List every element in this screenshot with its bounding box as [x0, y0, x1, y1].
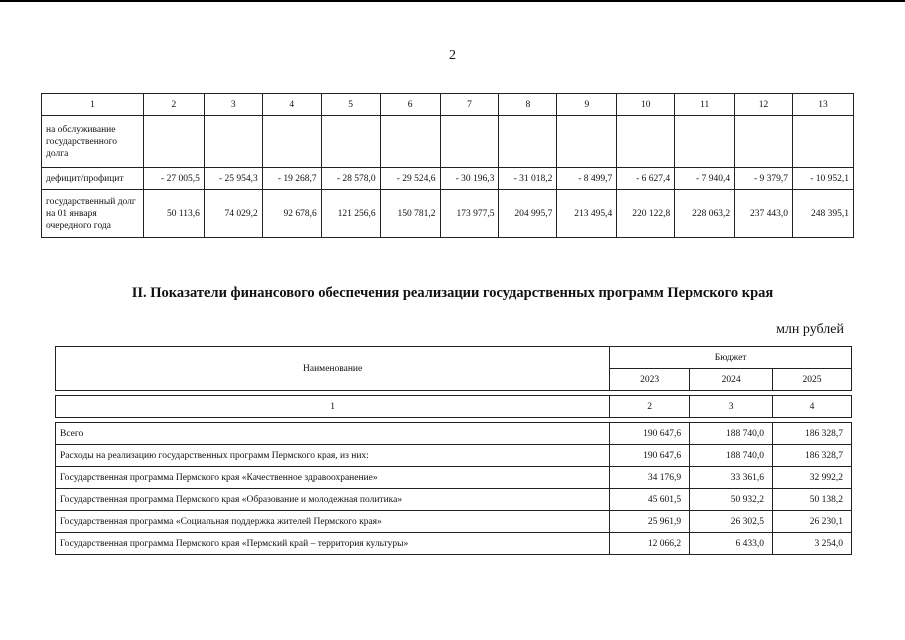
- cell: - 25 954,3: [204, 168, 262, 190]
- col-number: 1: [42, 94, 144, 116]
- value-2025: 186 328,7: [773, 445, 852, 467]
- section-title: II. Показатели финансового обеспечения реализации государственных программ Пермского края: [131, 285, 774, 301]
- cell: - 31 018,2: [499, 168, 557, 190]
- value-2023: 34 176,9: [610, 467, 690, 489]
- page-number: 2: [449, 48, 456, 63]
- col-number: 3: [690, 396, 773, 418]
- col-number: 7: [440, 94, 499, 116]
- cell: [204, 116, 262, 168]
- program-name: Государственная программа Пермского края «Качественное здравоохранение»: [56, 467, 610, 489]
- col-number: 10: [617, 94, 675, 116]
- cell: [557, 116, 617, 168]
- table-row: [56, 423, 852, 445]
- col-number: 2: [610, 396, 690, 418]
- value-2023: 25 961,9: [610, 511, 690, 533]
- program-name: Государственная программа Пермского края «Пермский край – территория культуры»: [56, 533, 610, 555]
- col-number: 4: [773, 396, 852, 418]
- program-name: Государственная программа «Социальная поддержка жителей Пермского края»: [56, 511, 610, 533]
- cell: [499, 116, 557, 168]
- cell: 220 122,8: [617, 190, 675, 238]
- cell: - 19 268,7: [262, 168, 321, 190]
- col-numbers-row: [56, 396, 852, 418]
- value-2024: 33 361,6: [690, 467, 773, 489]
- cell: [143, 116, 204, 168]
- value-2025: 186 328,7: [773, 423, 852, 445]
- table-row: [42, 168, 854, 190]
- year-header: 2024: [690, 369, 773, 391]
- cell: - 6 627,4: [617, 168, 675, 190]
- value-2023: 190 647,6: [610, 445, 690, 467]
- cell: 204 995,7: [499, 190, 557, 238]
- cell: 237 443,0: [735, 190, 793, 238]
- value-2023: 190 647,6: [610, 423, 690, 445]
- value-2023: 12 066,2: [610, 533, 690, 555]
- program-name: Государственная программа Пермского края «Образование и молодежная политика»: [56, 489, 610, 511]
- cell: - 9 379,7: [735, 168, 793, 190]
- table-row: [56, 489, 852, 511]
- value-2025: 3 254,0: [773, 533, 852, 555]
- cell: [321, 116, 380, 168]
- cell: - 29 524,6: [380, 168, 440, 190]
- table-row: [56, 511, 852, 533]
- row-label: дефицит/профицит: [42, 168, 144, 190]
- col-number: 6: [380, 94, 440, 116]
- cell: - 28 578,0: [321, 168, 380, 190]
- value-2024: 6 433,0: [690, 533, 773, 555]
- cell: [735, 116, 793, 168]
- cell: 92 678,6: [262, 190, 321, 238]
- cell: [793, 116, 854, 168]
- value-2024: 188 740,0: [690, 445, 773, 467]
- row-label: на обслуживание государственного долга: [42, 116, 144, 168]
- col-number: 3: [204, 94, 262, 116]
- row-label: государственный долг на 01 января очередного года: [42, 190, 144, 238]
- name-header: Наименование: [56, 347, 610, 391]
- table-row: [42, 190, 854, 238]
- top-rule: [0, 0, 905, 2]
- budget-header: Бюджет: [610, 347, 852, 369]
- cell: - 7 940,4: [675, 168, 735, 190]
- cell: [380, 116, 440, 168]
- year-header: 2025: [773, 369, 852, 391]
- cell: [440, 116, 499, 168]
- table-row: [42, 116, 854, 168]
- value-2025: 50 138,2: [773, 489, 852, 511]
- unit-label: млн рублей: [776, 322, 844, 337]
- table-row: [56, 467, 852, 489]
- cell: [262, 116, 321, 168]
- value-2024: 188 740,0: [690, 423, 773, 445]
- value-2023: 45 601,5: [610, 489, 690, 511]
- col-number: 13: [793, 94, 854, 116]
- col-number: 4: [262, 94, 321, 116]
- year-header: 2023: [610, 369, 690, 391]
- value-2025: 26 230,1: [773, 511, 852, 533]
- col-number: 1: [56, 396, 610, 418]
- program-name: Расходы на реализацию государственных программ Пермского края, из них:: [56, 445, 610, 467]
- program-name: Всего: [56, 423, 610, 445]
- cell: 150 781,2: [380, 190, 440, 238]
- cell: 248 395,1: [793, 190, 854, 238]
- cell: - 8 499,7: [557, 168, 617, 190]
- debt-table-header-row: [42, 94, 854, 116]
- table-row: [56, 533, 852, 555]
- cell: 121 256,6: [321, 190, 380, 238]
- value-2024: 50 932,2: [690, 489, 773, 511]
- cell: [675, 116, 735, 168]
- programs-header-row: [56, 347, 852, 369]
- table-row: [56, 445, 852, 467]
- cell: [617, 116, 675, 168]
- col-number: 2: [143, 94, 204, 116]
- cell: - 27 005,5: [143, 168, 204, 190]
- cell: - 10 952,1: [793, 168, 854, 190]
- col-number: 11: [675, 94, 735, 116]
- cell: 228 063,2: [675, 190, 735, 238]
- programs-table: [55, 346, 852, 555]
- cell: 74 029,2: [204, 190, 262, 238]
- cell: 50 113,6: [143, 190, 204, 238]
- col-number: 9: [557, 94, 617, 116]
- cell: - 30 196,3: [440, 168, 499, 190]
- col-number: 12: [735, 94, 793, 116]
- col-number: 8: [499, 94, 557, 116]
- cell: 213 495,4: [557, 190, 617, 238]
- debt-table: [41, 93, 854, 238]
- value-2025: 32 992,2: [773, 467, 852, 489]
- cell: 173 977,5: [440, 190, 499, 238]
- value-2024: 26 302,5: [690, 511, 773, 533]
- col-number: 5: [321, 94, 380, 116]
